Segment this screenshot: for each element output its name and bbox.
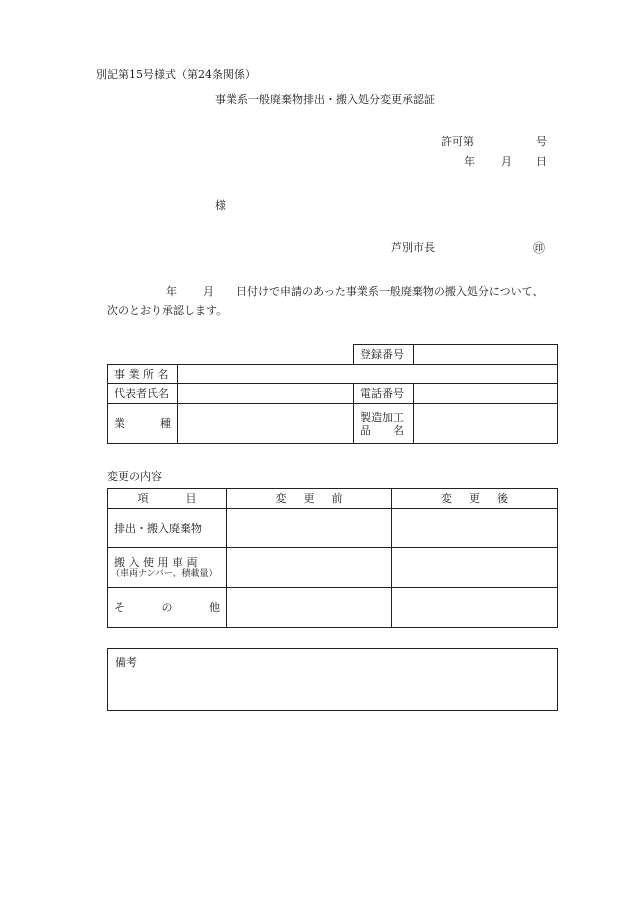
row-other-label: [108, 588, 227, 628]
date-month: 月: [501, 155, 512, 168]
body-line2: 次のとおり承認します。: [107, 304, 228, 317]
changes-heading: 変更の内容: [107, 470, 162, 483]
industry-label-part: 業: [114, 417, 125, 430]
row-waste-label: 排出・搬入廃棄物: [108, 509, 227, 548]
representative-value[interactable]: [178, 384, 354, 404]
registration-no-label: 登録番号: [354, 345, 414, 365]
row-other-after[interactable]: [392, 588, 558, 628]
header-before-part: 前: [331, 492, 343, 505]
row-waste-after[interactable]: [392, 509, 558, 548]
permit-prefix: 許可第: [441, 135, 474, 148]
representative-label: 代表者氏名: [108, 384, 178, 404]
row-vehicle-label: [108, 548, 227, 588]
issuer-name: 芦別市長: [391, 241, 435, 254]
changes-table: [107, 488, 558, 628]
industry-value[interactable]: [178, 404, 354, 444]
header-item-part: 目: [185, 492, 197, 505]
row-other-before[interactable]: [227, 588, 392, 628]
registration-no-value[interactable]: [414, 345, 558, 365]
header-item: [108, 489, 227, 509]
permit-suffix: 号: [536, 135, 547, 148]
office-name-value[interactable]: [178, 365, 558, 384]
row-vehicle-before[interactable]: [227, 548, 392, 588]
product-value[interactable]: [414, 404, 558, 444]
row-vehicle-label-main: 搬 入 使 用 車 両: [114, 555, 198, 569]
header-before-part: 更: [303, 492, 315, 505]
remarks-box[interactable]: [107, 648, 558, 711]
header-item-part: 項: [137, 492, 149, 505]
office-name-label: 事 業 所 名: [108, 365, 178, 384]
addressee-suffix: 様: [215, 199, 226, 212]
header-before: [227, 489, 392, 509]
product-label: [354, 404, 414, 444]
header-after: [392, 489, 558, 509]
row-other-label-part: そ: [114, 601, 125, 614]
row-vehicle-after[interactable]: [392, 548, 558, 588]
row-other-label-part: 他: [209, 601, 220, 614]
body-month: 月: [203, 285, 214, 298]
product-label-line: 製造加工: [360, 410, 404, 424]
row-waste-before[interactable]: [227, 509, 392, 548]
industry-label: [108, 404, 178, 444]
header-after-part: 更: [469, 492, 480, 505]
date-day: 日: [536, 155, 547, 168]
date-year: 年: [464, 155, 475, 168]
header-after-part: 変: [441, 492, 452, 505]
phone-label: 電話番号: [354, 384, 414, 404]
industry-label-part: 種: [160, 417, 171, 430]
header-before-part: 変: [275, 492, 287, 505]
row-other-label-part: の: [161, 601, 173, 614]
remarks-label: 備考: [115, 656, 137, 669]
product-label-line: 品 名: [360, 423, 404, 437]
seal-icon: ㊞: [533, 241, 546, 255]
page-title: 事業系一般廃棄物排出・搬入処分変更承認証: [215, 93, 435, 106]
body-year: 年: [166, 285, 177, 298]
phone-value[interactable]: [414, 384, 558, 404]
form-id: 別記第15号様式（第24条関係）: [96, 68, 256, 81]
header-after-part: 後: [497, 492, 508, 505]
body-line1: 日付けで申請のあった事業系一般廃棄物の搬入処分について、: [236, 285, 544, 298]
info-table: [107, 344, 558, 444]
row-vehicle-label-sub: （車両ナンバー、積載量）: [111, 568, 218, 579]
